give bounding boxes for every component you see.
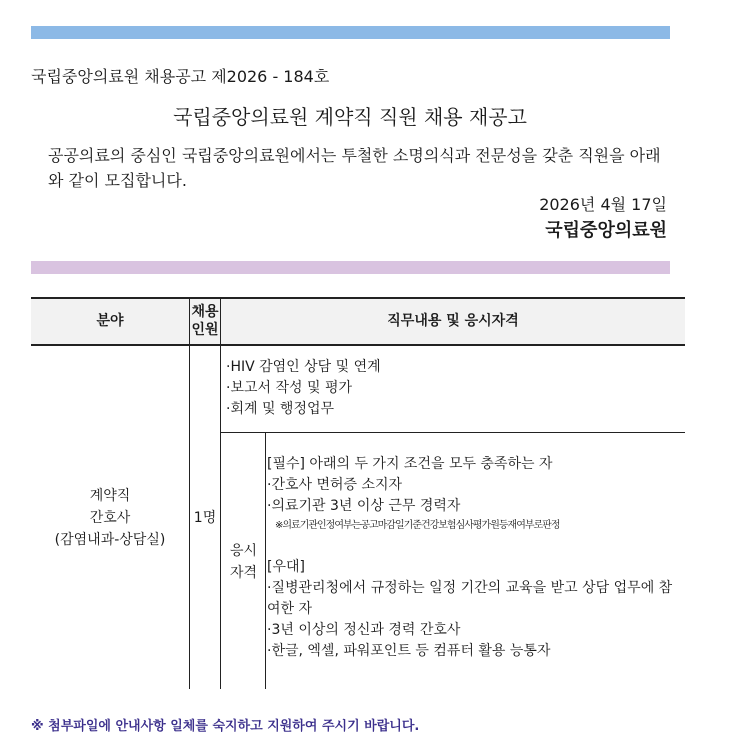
field-cell (31, 485, 189, 551)
footer-notice: ※ 첨부파일에 안내사항 일체를 숙지하고 지원하여 주시기 바랍니다. (31, 719, 420, 734)
intro-text: 공공의료의 중심인 국립중앙의료원에서는 투철한 소명의식과 전문성을 갖춘 직원을 아래와 같이 모집합니다. (48, 146, 661, 190)
column-divider-1 (189, 297, 190, 689)
top-accent-bar (31, 26, 670, 39)
preferred-item: ·질병관리청에서 규정하는 일정 기간의 교육을 받고 상담 업무에 참여한 자 (267, 580, 673, 617)
qualification-content (267, 454, 685, 662)
duty-item: ·보고서 작성 및 평가 (226, 380, 352, 396)
header-count (190, 297, 220, 344)
header-field-label: 분야 (96, 312, 124, 329)
section-divider-bar (31, 261, 670, 274)
table-top-border (31, 297, 685, 299)
organization-name: 국립중앙의료원 (545, 220, 667, 241)
recruitment-table (31, 297, 685, 689)
required-title: [필수] 아래의 두 가지 조건을 모두 충족하는 자 (267, 456, 553, 472)
header-bottom-border (31, 344, 685, 346)
count-cell: 1명 (193, 510, 217, 526)
header-count-label-1: 채용 (191, 303, 219, 320)
field-line-3: (감염내과-상담실) (54, 532, 166, 548)
qualification-label-line-2: 자격 (229, 565, 258, 581)
field-line-2: 간호사 (89, 510, 131, 526)
duty-item: ·회계 및 행정업무 (226, 401, 335, 417)
header-field (31, 297, 189, 344)
preferred-title: [우대] (267, 559, 305, 575)
duties-divider (221, 432, 685, 433)
column-divider-2 (220, 297, 221, 689)
duty-item: ·HIV 감염인 상담 및 연계 (226, 359, 381, 375)
header-duties (221, 297, 685, 344)
required-item: ·간호사 면허증 소지자 (267, 477, 403, 493)
notice-date: 2026년 4월 17일 (539, 195, 667, 214)
notice-number: 국립중앙의료원 채용공고 제2026 - 184호 (31, 67, 330, 86)
preferred-item: ·3년 이상의 정신과 경력 간호사 (267, 622, 461, 638)
header-duties-label: 직무내용 및 응시자격 (387, 312, 519, 329)
required-item: ·의료기관 3년 이상 근무 경력자 (267, 498, 461, 514)
qualification-label (221, 540, 266, 584)
required-note: ※의료기관인정여부는공고마감일기준건강보험심사평가원등재여부로판정 (275, 520, 560, 531)
page-title: 국립중앙의료원 계약직 직원 채용 재공고 (173, 105, 527, 129)
preferred-item: ·한글, 엑셀, 파워포인트 등 컴퓨터 활용 능통자 (267, 643, 551, 659)
duties-list (226, 357, 381, 420)
qualification-label-line-1: 응시 (229, 543, 258, 559)
field-line-1: 계약직 (89, 488, 131, 504)
header-count-label-2: 인원 (191, 321, 219, 338)
